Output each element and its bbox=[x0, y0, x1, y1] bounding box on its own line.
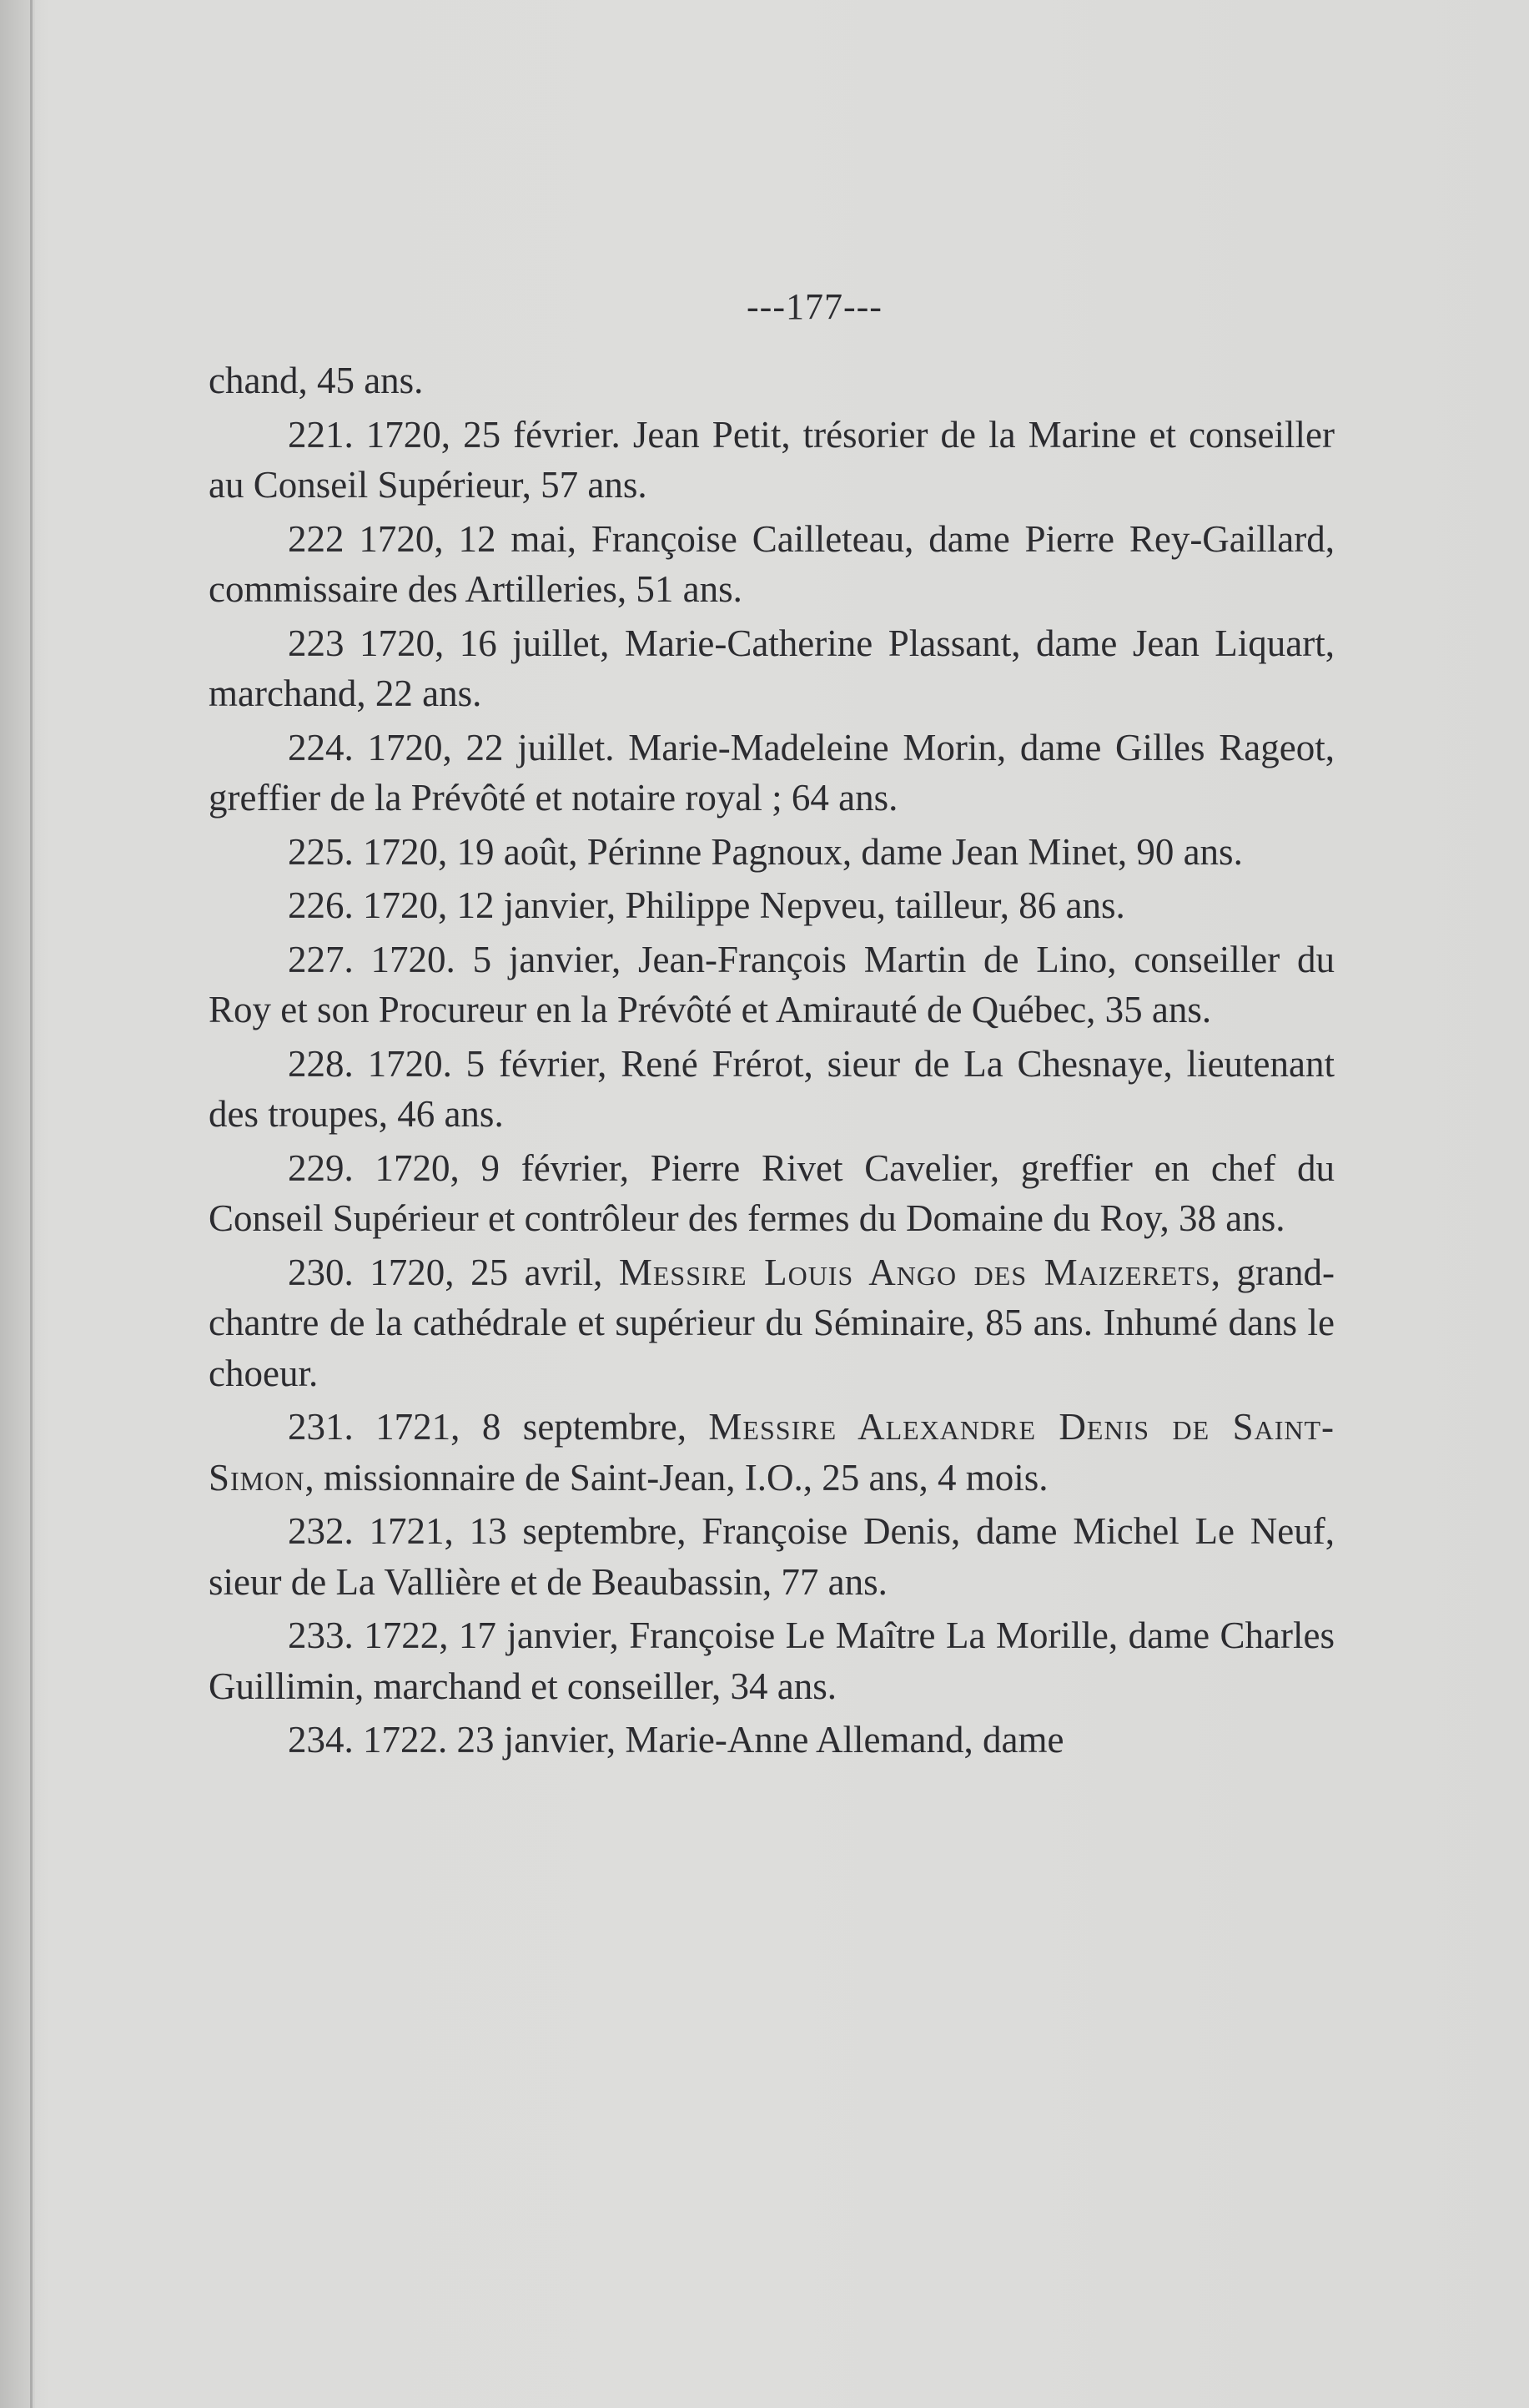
record-224: 224. 1720, 22 juillet. Marie-Madeleine Morin, dame Gilles Rageot, greffier de la Prévôté et notaire royal ; 64 ans. bbox=[209, 726, 1335, 819]
record-226: 226. 1720, 12 janvier, Philippe Nepveu, tailleur, 86 ans. bbox=[288, 884, 1125, 926]
continuation-line: chand, 45 ans. bbox=[209, 360, 424, 401]
burial-records-text bbox=[209, 355, 1335, 1769]
record-231 bbox=[209, 1402, 1335, 1503]
record-234: 234. 1722. 23 janvier, Marie-Anne Allemand, dame bbox=[288, 1719, 1064, 1761]
binding-shadow-line bbox=[30, 0, 33, 2408]
record-230 bbox=[209, 1247, 1335, 1399]
record-233: 233. 1722, 17 janvier, Françoise Le Maître La Morille, dame Charles Guillimin, marchand et conseiller, 34 ans. bbox=[209, 1615, 1335, 1707]
record-232: 232. 1721, 13 septembre, Françoise Denis, dame Michel Le Neuf, sieur de La Vallière et de Beaubassin, 77 ans. bbox=[209, 1510, 1335, 1603]
record-231-date: 231. 1721, 8 septembre, bbox=[288, 1406, 709, 1448]
page-number: ---177--- bbox=[747, 286, 883, 327]
record-229: 229. 1720, 9 février, Pierre Rivet Cavelier, greffier en chef du Conseil Supérieur et contrôleur des fermes du Domaine du Roy, 38 ans. bbox=[209, 1146, 1335, 1239]
record-225: 225. 1720, 19 août, Périnne Pagnoux, dame Jean Minet, 90 ans. bbox=[288, 830, 1243, 873]
record-231-name: Messire Alexandre Denis de Saint-Simon bbox=[209, 1406, 1335, 1499]
record-228: 228. 1720. 5 février, René Frérot, sieur de La Chesnaye, lieutenant des troupes, 46 ans. bbox=[209, 1042, 1335, 1135]
record-230-name: Messire Louis Ango des Maizerets bbox=[618, 1251, 1211, 1293]
record-223: 223 1720, 16 juillet, Marie-Catherine Plassant, dame Jean Liquart, marchand, 22 ans. bbox=[209, 622, 1335, 714]
record-221: 221. 1720, 25 février. Jean Petit, trésorier de la Marine et conseiller au Conseil Supérieur, 57 ans. bbox=[209, 413, 1335, 506]
record-227: 227. 1720. 5 janvier, Jean-François Martin de Lino, conseiller du Roy et son Procureur en la Prévôté et Amirauté de Québec, 35 ans. bbox=[209, 938, 1335, 1030]
record-230-date: 230. 1720, 25 avril, bbox=[288, 1251, 619, 1293]
record-222: 222 1720, 12 mai, Françoise Cailleteau, dame Pierre Rey-Gaillard, commissaire des Artilleries, 51 ans. bbox=[209, 517, 1335, 610]
record-231-details: , missionnaire de Saint-Jean, I.O., 25 ans, 4 mois. bbox=[304, 1456, 1049, 1499]
record-230-details: , grand-chantre de la cathédrale et supérieur du Séminaire, 85 ans. Inhumé dans le choeur. bbox=[209, 1251, 1335, 1394]
